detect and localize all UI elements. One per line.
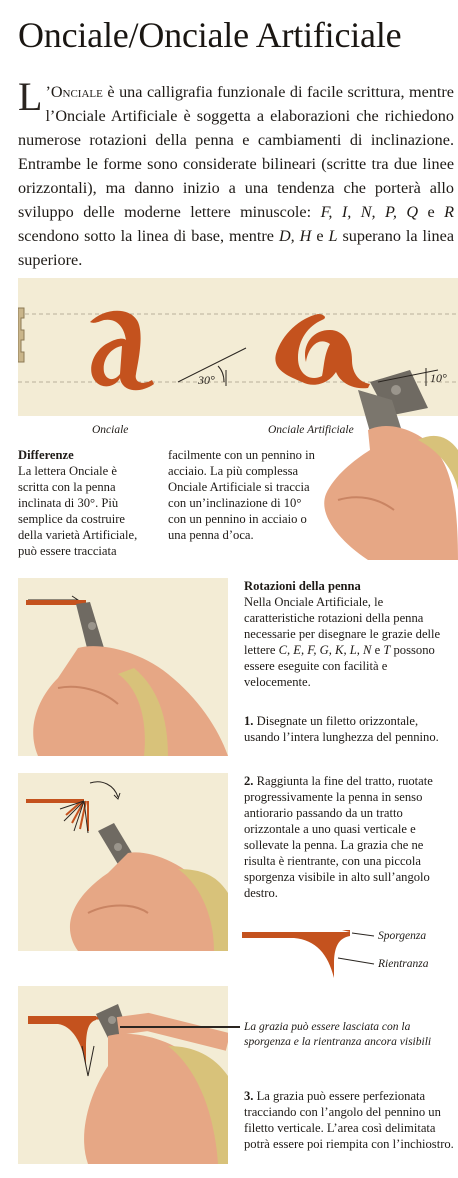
- differenze-heading: Differenze: [18, 448, 74, 462]
- intro-and-2: e: [311, 227, 329, 245]
- label-sporgenza: Sporgenza: [378, 930, 427, 942]
- rotazioni-letters: C, E, F, G, K, L, N: [278, 643, 372, 657]
- rotazioni-text: [244, 594, 454, 690]
- rotazioni-text-before: Nella Onciale Artificiale, le caratteristiche rotazioni della penna necessarie per disegnare le grazie delle lettere: [244, 595, 441, 657]
- intro-letters-below: F, I, N, P, Q: [320, 203, 419, 221]
- step-2: [244, 773, 454, 901]
- rotazioni-text-after: possono essere eseguite con facilità e velocemente.: [244, 643, 435, 689]
- step-1-number: 1.: [244, 714, 254, 728]
- intro-and-1: e: [418, 203, 445, 221]
- rotazioni-heading: Rotazioni della penna: [244, 579, 361, 593]
- angle-label-10: 10°: [430, 371, 447, 385]
- label-rientranza: Rientranza: [378, 958, 429, 970]
- differenze-col1: La lettera Onciale è scritta con la penna inclinata di 30°. Più semplice da costruire della varietà Artificiale, può essere tracciata: [18, 464, 138, 558]
- step-1-text: Disegnate un filetto orizzontale, usando l’intera lunghezza del pennino.: [244, 714, 439, 744]
- hand-with-pen-1: [318, 390, 458, 560]
- step1-photo: [18, 578, 228, 756]
- intro-letter-r: R: [444, 203, 455, 221]
- step-3: [244, 1088, 454, 1152]
- intro-text-1: è una calligrafia funzionale di facile scrittura, mentre l’Onciale Artificiale è soggetta a elaborazioni che richiedono numerose rotazioni della penna e cambiamenti di inclinazione. Entrambe le forme sono considerate bilineari (scritte tra due linee orizzontali), ma danno inizio a una tendenza che porterà allo sviluppo delle moderne lettere minuscole:: [18, 83, 454, 221]
- onciale-artificiale-letter-a: [275, 314, 370, 388]
- angle-label-30: 30°: [198, 373, 215, 387]
- step-3-number: 3.: [244, 1089, 254, 1103]
- step-2-text: Raggiunta la fine del tratto, ruotate progressivamente la penna in senso antiorario passando da un tratto orizzontale a uno quasi verticale e sollevate la penna. La grazia che ne risulta è rientrante, con una piccola sporgenza visibile in alto sull’angolo destro.: [244, 774, 433, 900]
- intro-letter-l: L: [328, 227, 338, 245]
- caption-grazia: La grazia può essere lasciata con la sporgenza e la rientranza ancora visibili: [244, 1021, 432, 1048]
- step-1: [244, 713, 454, 745]
- step2-photo: [18, 773, 228, 951]
- intro-text-3: superano la linea superiore.: [18, 227, 454, 269]
- step3-photo: [18, 986, 228, 1164]
- intro-paragraph: [18, 74, 455, 272]
- onciale-letter-a: [90, 311, 154, 391]
- intro-small-caps: ’Onciale: [45, 83, 103, 101]
- page-title: Onciale/Onciale Artificiale: [18, 15, 402, 55]
- caption-onciale-artificiale: Onciale Artificiale: [268, 424, 354, 436]
- differenze-col2: facilmente con un pennino in acciaio. La più complessa Onciale Artificiale si traccia con un’inclinazione di 10° con un pennino in acciaio o una penna d’oca.: [168, 448, 315, 542]
- step-3-text: La grazia può essere perfezionata tracciando con l’angolo del pennino un filetto verticale. L’area così delimitata potrà essere poi riempita con l’inchiostro.: [244, 1089, 454, 1151]
- caption-onciale: Onciale: [92, 424, 129, 436]
- rotazioni-letter-t: T: [383, 643, 391, 657]
- intro-letters-above: D, H: [278, 227, 312, 245]
- intro-text-2: scendono sotto la linea di base, mentre: [18, 227, 279, 245]
- step-2-number: 2.: [244, 774, 254, 788]
- rotazioni-and: e: [371, 643, 384, 657]
- grazia-pointer-line: [120, 1026, 240, 1028]
- drop-cap: L: [18, 74, 43, 119]
